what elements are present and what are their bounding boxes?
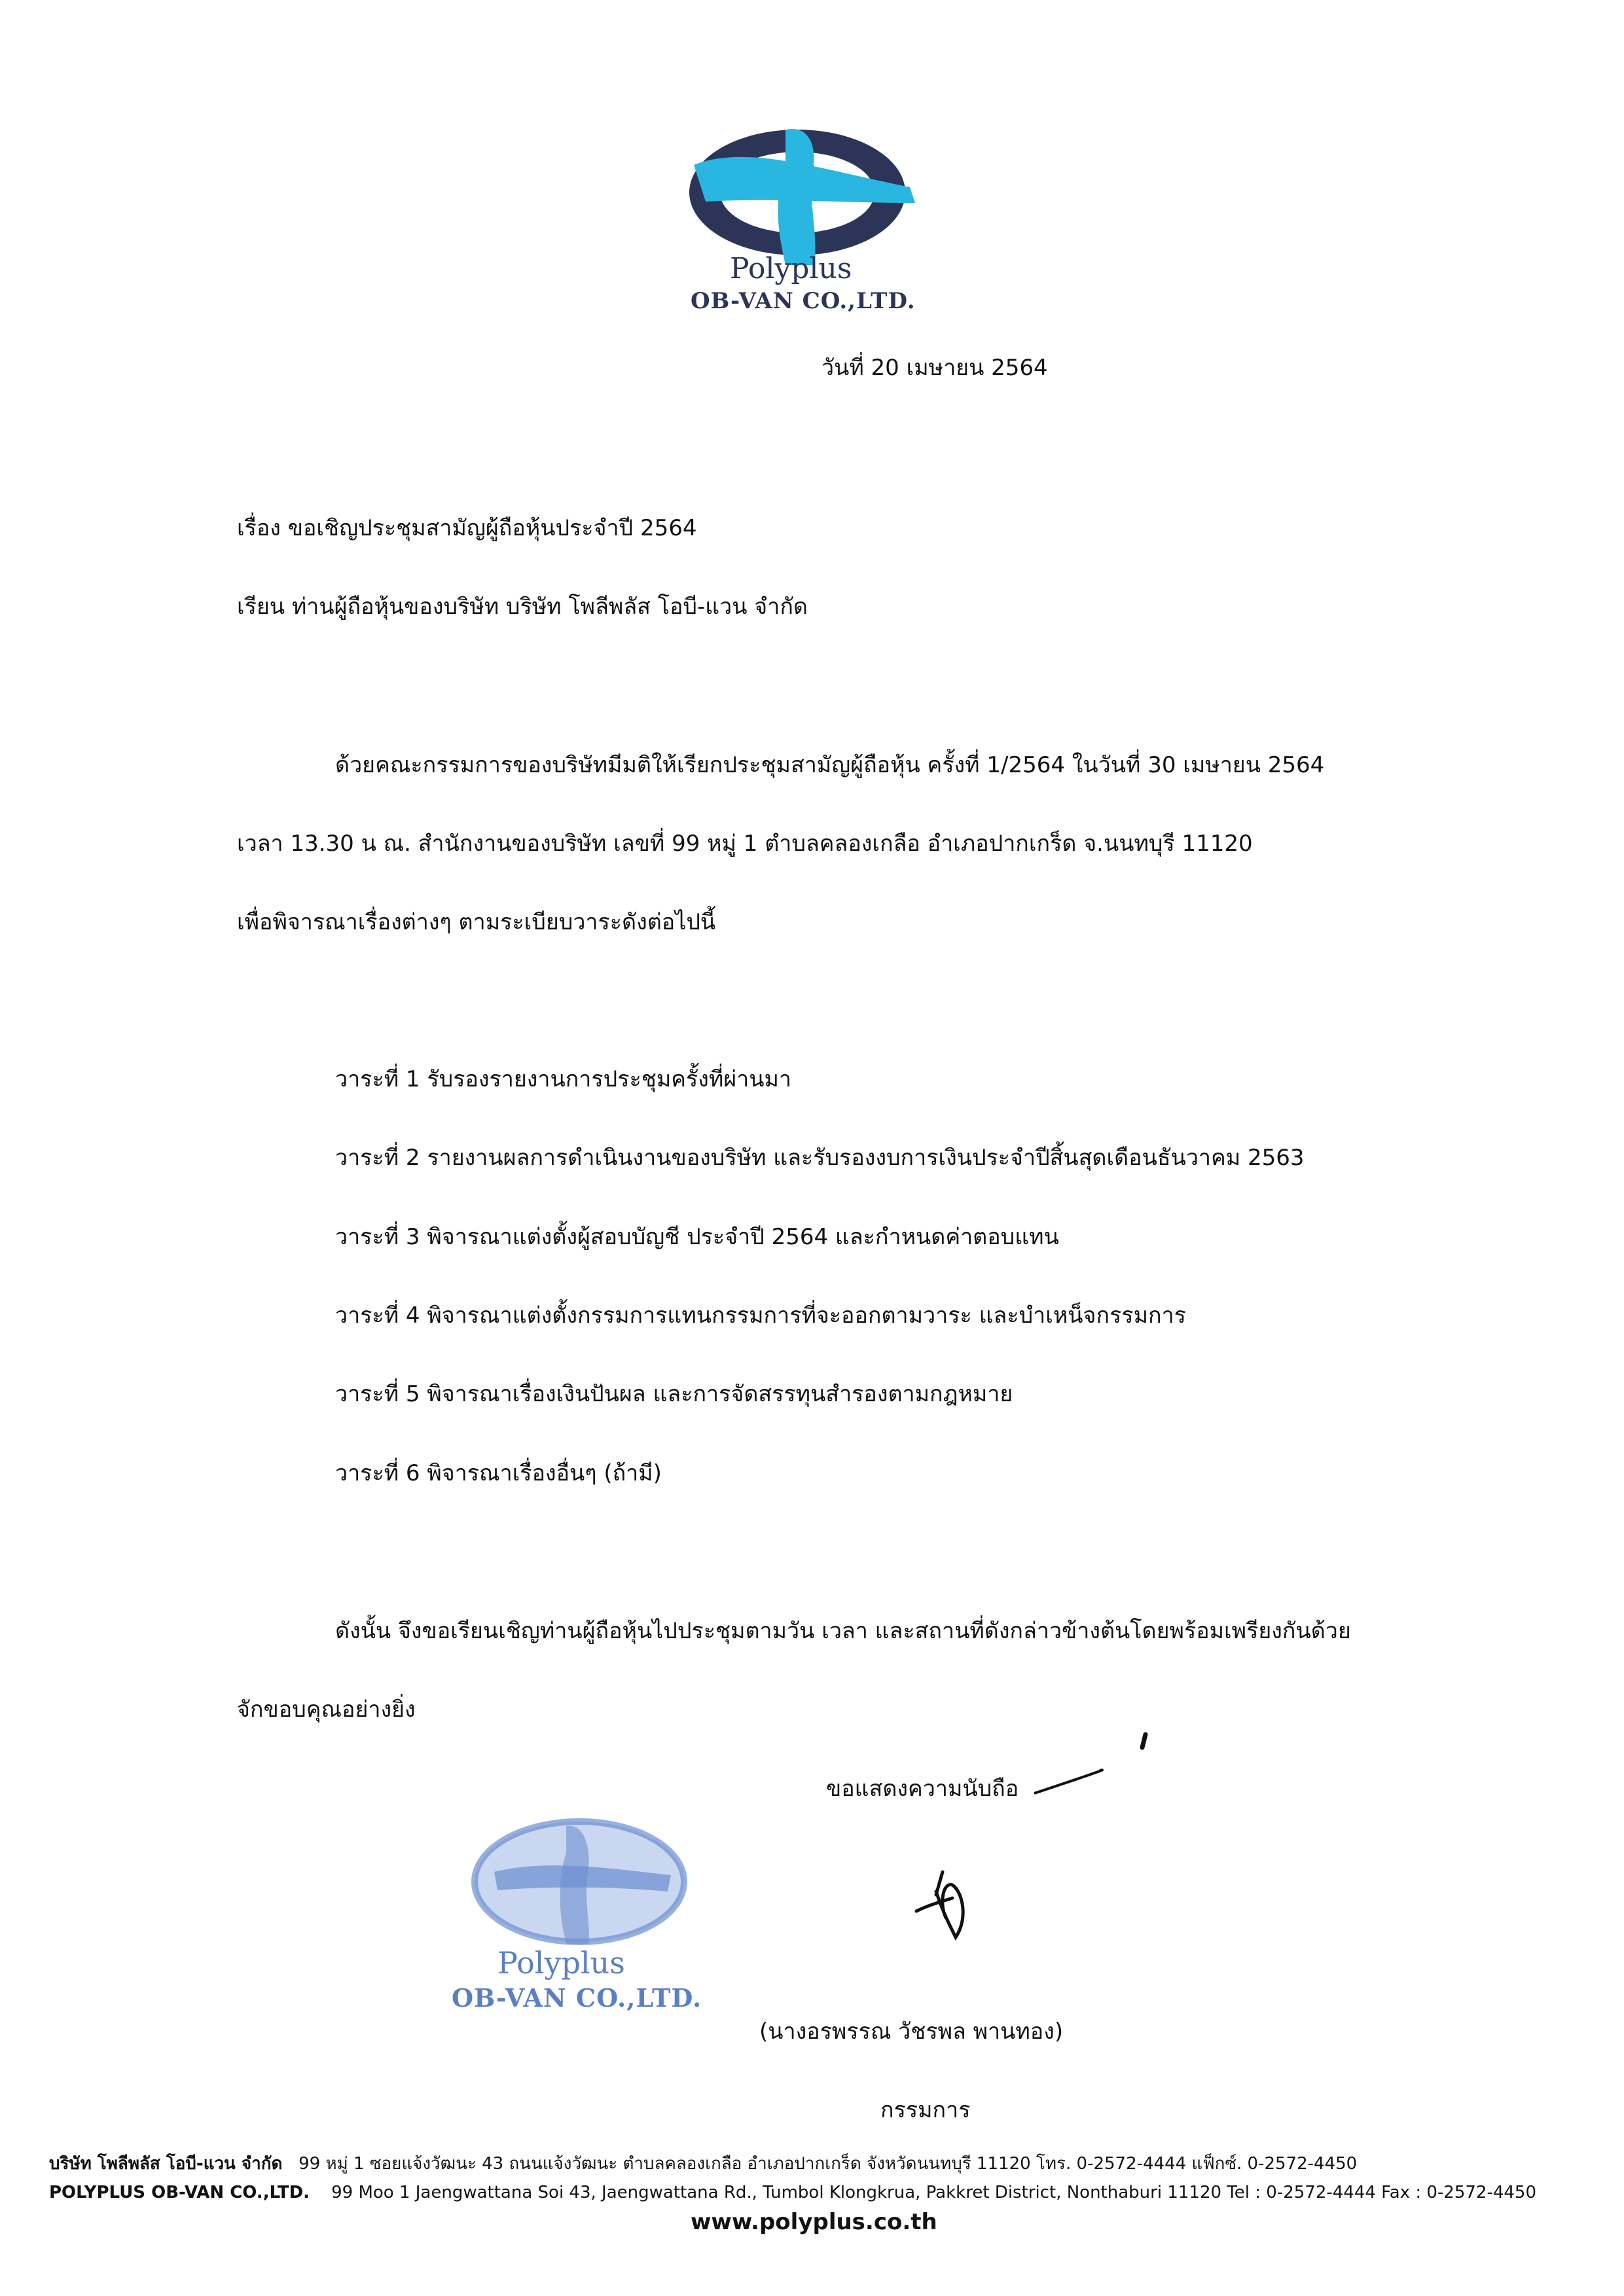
footer-en-address: 99 Moo 1 Jaengwattana Soi 43, Jaengwattana Rd., Tumbol Klongkrua, Pakkret District, Nonthaburi 11120 Tel : 0-2572-4444 Fax : 0-2572-4450	[331, 2183, 1536, 2202]
company-stamp-icon	[468, 1813, 691, 1950]
footer-th-address: 99 หมู่ 1 ซอยแจ้งวัฒนะ 43 ถนนแจ้งวัฒนะ ตำบลคลองเกลือ อำเภอปากเกร็ด จังหวัดนนทบุรี 11120 โทร. 0-2572-4444 แฟ็กซ์. 0-2572-4450	[298, 2154, 1358, 2174]
footer-th-company: บริษัท โพลีพลัส โอบี-แวน จำกัด	[49, 2154, 283, 2174]
letter-date: วันที่ 20 เมษายน 2564	[821, 355, 1048, 381]
letter-recipient: เรียน ท่านผู้ถือหุ้นของบริษัท บริษัท โพลีพลัส โอบี-แวน จำกัด	[237, 594, 808, 620]
agenda-item: วาระที่ 5 พิจารณาเรื่องเงินปันผล และการจัดสรรทุนสำรองตามกฎหมาย	[335, 1381, 1013, 1407]
polyplus-cross-logo-icon	[687, 124, 923, 268]
letter-subject: เรื่อง ขอเชิญประชุมสามัญผู้ถือหุ้นประจำปี 2564	[237, 515, 697, 541]
company-logo	[687, 124, 923, 268]
regards-text: ขอแสดงความนับถือ	[826, 1776, 1019, 1802]
footer-website[interactable]: www.polyplus.co.th	[691, 2209, 937, 2235]
body-line-3: เพื่อพิจารณาเรื่องต่างๆ ตามระเบียบวาระดังต่อไปนี้	[237, 909, 716, 935]
closing-line-1: ดังนั้น จึงขอเรียนเชิญท่านผู้ถือหุ้นไปประชุมตามวัน เวลา และสถานที่ดังกล่าวข้างต้นโดยพร้อมเพรียงกันด้วย	[335, 1618, 1351, 1644]
agenda-item: วาระที่ 3 พิจารณาแต่งตั้งผู้สอบบัญชี ประจำปี 2564 และกำหนดค่าตอบแทน	[335, 1224, 1059, 1250]
footer-thai-line	[49, 2155, 1357, 2172]
handwritten-signature	[838, 1715, 1152, 1950]
agenda-item: วาระที่ 2 รายงานผลการดำเนินงานของบริษัท และรับรองงบการเงินประจำปีสิ้นสุดเดือนธันวาคม 2563	[335, 1145, 1305, 1171]
body-line-1: ด้วยคณะกรรมการของบริษัทมีมติให้เรียกประชุมสามัญผู้ถือหุ้น ครั้งที่ 1/2564 ในวันที่ 30 เมษายน 2564	[335, 752, 1325, 778]
stamp-company: OB-VAN CO.,LTD.	[452, 1983, 702, 2013]
logo-name: Polyplus	[730, 252, 852, 285]
closing-line-2: จักขอบคุณอย่างยิ่ง	[237, 1696, 416, 1723]
signatory-title: กรรมการ	[880, 2097, 971, 2123]
agenda-item: วาระที่ 1 รับรองรายงานการประชุมครั้งที่ผ่านมา	[335, 1066, 792, 1092]
signatory-name: (นางอรพรรณ วัชรพล พานทอง)	[759, 2018, 1064, 2045]
footer-english-line	[49, 2184, 1536, 2201]
body-line-2: เวลา 13.30 น ณ. สำนักงานของบริษัท เลขที่ 99 หมู่ 1 ตำบลคลองเกลือ อำเภอปากเกร็ด จ.นนทบุรี 11120	[237, 831, 1253, 857]
footer-en-company: POLYPLUS OB-VAN CO.,LTD.	[49, 2183, 310, 2202]
agenda-item: วาระที่ 6 พิจารณาเรื่องอื่นๆ (ถ้ามี)	[335, 1460, 662, 1486]
stamp-name: Polyplus	[497, 1945, 625, 1981]
agenda-item: วาระที่ 4 พิจารณาแต่งตั้งกรรมการแทนกรรมการที่จะออกตามวาระ และบำเหน็จกรรมการ	[335, 1302, 1186, 1329]
logo-company: OB-VAN CO.,LTD.	[691, 288, 916, 314]
